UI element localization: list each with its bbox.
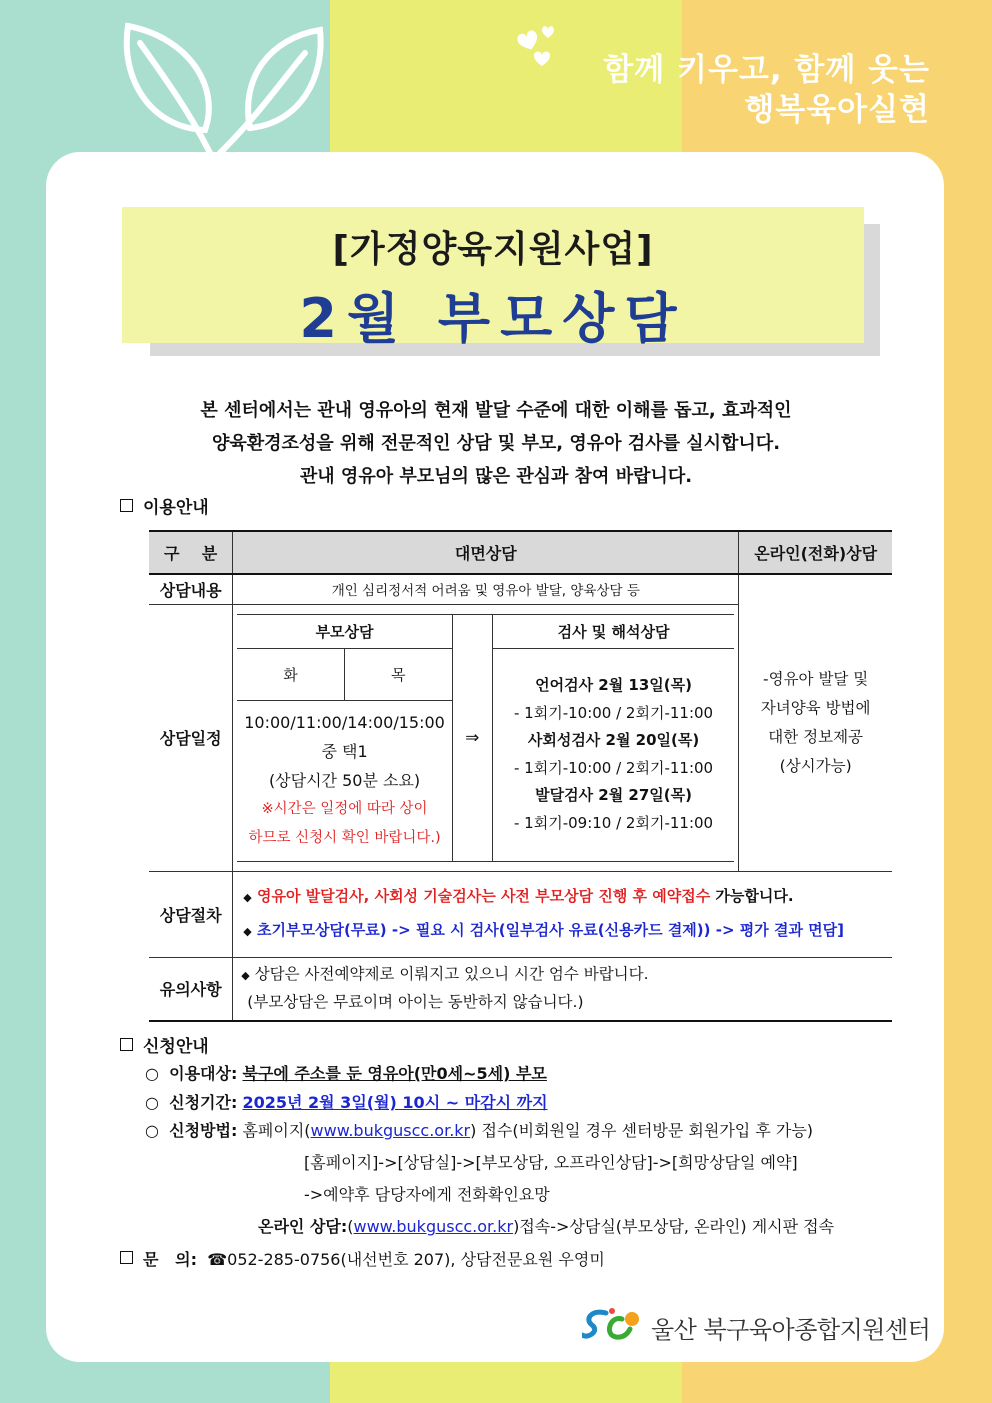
section-usage-label: 이용안내 bbox=[143, 498, 209, 518]
warn-line2: 하므로 신청시 확인 바랍니다.) bbox=[248, 830, 441, 846]
label-notes: 유의사항 bbox=[149, 957, 233, 1021]
parent-consult-head: 부모상담 bbox=[237, 614, 452, 648]
slogan-line2: 행복육아실현 bbox=[744, 92, 930, 128]
note-text1: 상담은 사전예약제로 이뤄지고 있으니 시간 엄수 바랍니다. bbox=[254, 965, 649, 984]
contact-label: 문 의: bbox=[143, 1250, 198, 1269]
online-line4: (상시가능) bbox=[779, 756, 852, 775]
online-post: )접속->상담실(부모상담, 온라인) 게시판 접속 bbox=[513, 1217, 835, 1236]
apply-target bbox=[145, 1061, 547, 1084]
procedure-black: 가능합니다. bbox=[710, 887, 794, 905]
table-row-notes bbox=[149, 957, 892, 1021]
period-label: 신청기간: bbox=[169, 1093, 238, 1112]
slogan-line1: 함께 키우고, 함께 웃는 bbox=[603, 52, 930, 88]
test3-title: 발달검사 2월 27일(목) bbox=[535, 786, 692, 804]
apply-after: ->예약후 담당자에게 전화확인요망 bbox=[304, 1185, 550, 1204]
period-value: 2025년 2월 3일(월) 10시 ~ 마감시 까지 bbox=[242, 1093, 548, 1112]
header-online: 온라인(전화)상담 bbox=[739, 531, 892, 574]
diamond-bullet-icon: ◆ bbox=[243, 891, 252, 904]
arrow-icon: ⇒ bbox=[452, 614, 492, 861]
section-apply-label: 신청안내 bbox=[143, 1037, 209, 1057]
duration: (상담시간 50분 소요) bbox=[268, 771, 421, 790]
method-pre: 홈페이지( bbox=[242, 1121, 311, 1140]
center-logo-icon bbox=[582, 1307, 648, 1343]
method-post: ) 접수(비회원일 경우 센터방문 회원가입 후 가능) bbox=[470, 1121, 814, 1140]
content-value: 개인 심리정서적 어려움 및 영유아 발달, 양육상담 등 bbox=[233, 574, 739, 604]
method-label: 신청방법: bbox=[169, 1121, 238, 1140]
test1-time: - 1회기-10:00 / 2회기-11:00 bbox=[513, 703, 714, 722]
procedure-line2 bbox=[243, 914, 892, 948]
title-box bbox=[122, 207, 864, 350]
leaf-decoration-icon bbox=[110, 18, 335, 153]
test3-time: - 1회기-09:10 / 2회기-11:00 bbox=[513, 813, 714, 832]
note-line1 bbox=[241, 961, 892, 989]
info-table bbox=[149, 530, 892, 1022]
online-line3: 대한 정보제공 bbox=[768, 727, 864, 746]
online-info bbox=[739, 574, 892, 871]
slogan bbox=[603, 50, 930, 130]
section-usage-heading bbox=[120, 493, 209, 518]
checkbox-square-icon bbox=[120, 499, 133, 512]
diamond-bullet-icon: ◆ bbox=[241, 969, 250, 983]
day-thursday: 목 bbox=[344, 648, 452, 700]
hearts-icon bbox=[508, 24, 578, 74]
table-header-row bbox=[149, 531, 892, 574]
test-consult-head: 검사 및 해석상담 bbox=[492, 614, 734, 648]
procedure-red: 영유아 발달검사, 사회성 기술검사는 사전 부모상담 진행 후 예약접수 bbox=[257, 887, 711, 905]
intro-line2: 양육환경조성을 위해 전문적인 상담 및 부모, 영유아 검사를 실시합니다. bbox=[211, 433, 781, 454]
schedule-inner-table bbox=[237, 614, 734, 862]
homepage-link[interactable]: www.bukguscc.or.kr bbox=[310, 1121, 471, 1140]
online-pre: ( bbox=[347, 1217, 354, 1236]
warn-line1: ※시간은 일정에 따라 상이 bbox=[261, 801, 428, 817]
diamond-bullet-icon: ◆ bbox=[243, 925, 252, 938]
title-line1: [가정양육지원사업] bbox=[332, 229, 654, 270]
parent-times bbox=[237, 700, 452, 861]
online-line1: -영유아 발달 및 bbox=[763, 669, 869, 688]
test2-time: - 1회기-10:00 / 2회기-11:00 bbox=[513, 758, 714, 777]
circle-bullet-icon: ○ bbox=[145, 1064, 159, 1083]
label-schedule: 상담일정 bbox=[149, 604, 233, 871]
times: 10:00/11:00/14:00/15:00 bbox=[244, 713, 445, 732]
intro-text bbox=[100, 394, 892, 493]
target-value: 북구에 주소를 둔 영유아(만0세~5세) 부모 bbox=[242, 1064, 547, 1083]
checkbox-square-icon bbox=[120, 1251, 133, 1264]
table-row-content bbox=[149, 574, 892, 604]
procedure-blue: 초기부모상담(무료) -> 필요 시 검사(일부검사 유료(신용카드 결제)) -> 평가 결과 면담] bbox=[257, 921, 844, 939]
target-label: 이용대상: bbox=[169, 1064, 238, 1083]
header-offline: 대면상담 bbox=[233, 531, 739, 574]
title-line2: 2월 부모상담 bbox=[299, 287, 687, 350]
intro-line3: 관내 영유아 부모님의 많은 관심과 참여 바랍니다. bbox=[299, 466, 693, 487]
checkbox-square-icon bbox=[120, 1038, 133, 1051]
test1-title: 언어검사 2월 13일(목) bbox=[535, 676, 692, 694]
circle-bullet-icon: ○ bbox=[145, 1093, 159, 1112]
test2-title: 사회성검사 2월 20일(목) bbox=[527, 731, 700, 749]
header-category: 구 분 bbox=[149, 531, 233, 574]
choose-one: 중 택1 bbox=[321, 742, 368, 761]
org-name: 울산 북구육아종합지원센터 bbox=[651, 1316, 931, 1344]
contact-value: ☎052-285-0756(내선번호 207), 상담전문요원 우영미 bbox=[207, 1250, 605, 1269]
intro-line1: 본 센터에서는 관내 영유아의 현재 발달 수준에 대한 이해를 돕고, 효과적인 bbox=[200, 400, 792, 421]
table-row-procedure bbox=[149, 871, 892, 957]
day-tuesday: 화 bbox=[237, 648, 344, 700]
section-apply-heading bbox=[120, 1032, 209, 1057]
apply-period bbox=[145, 1090, 548, 1113]
apply-path: [홈페이지]->[상담실]->[부모상담, 오프라인상담]->[희망상담일 예약] bbox=[304, 1153, 798, 1172]
circle-bullet-icon: ○ bbox=[145, 1121, 159, 1140]
apply-online bbox=[258, 1214, 834, 1237]
notes-cell bbox=[233, 957, 892, 1021]
test-schedule bbox=[492, 648, 734, 861]
online-label: 온라인 상담: bbox=[258, 1217, 348, 1236]
schedule-cell bbox=[233, 604, 739, 871]
online-link[interactable]: www.bukguscc.or.kr bbox=[353, 1217, 514, 1236]
label-procedure: 상담절차 bbox=[149, 871, 233, 957]
contact bbox=[120, 1247, 605, 1270]
procedure-line1 bbox=[243, 880, 892, 914]
procedure-cell bbox=[233, 871, 892, 957]
apply-method bbox=[145, 1118, 813, 1141]
note-line2: (부모상담은 무료이며 아이는 동반하지 않습니다.) bbox=[247, 993, 584, 1012]
online-line2: 자녀양육 방법에 bbox=[760, 698, 871, 717]
label-content: 상담내용 bbox=[149, 574, 233, 604]
